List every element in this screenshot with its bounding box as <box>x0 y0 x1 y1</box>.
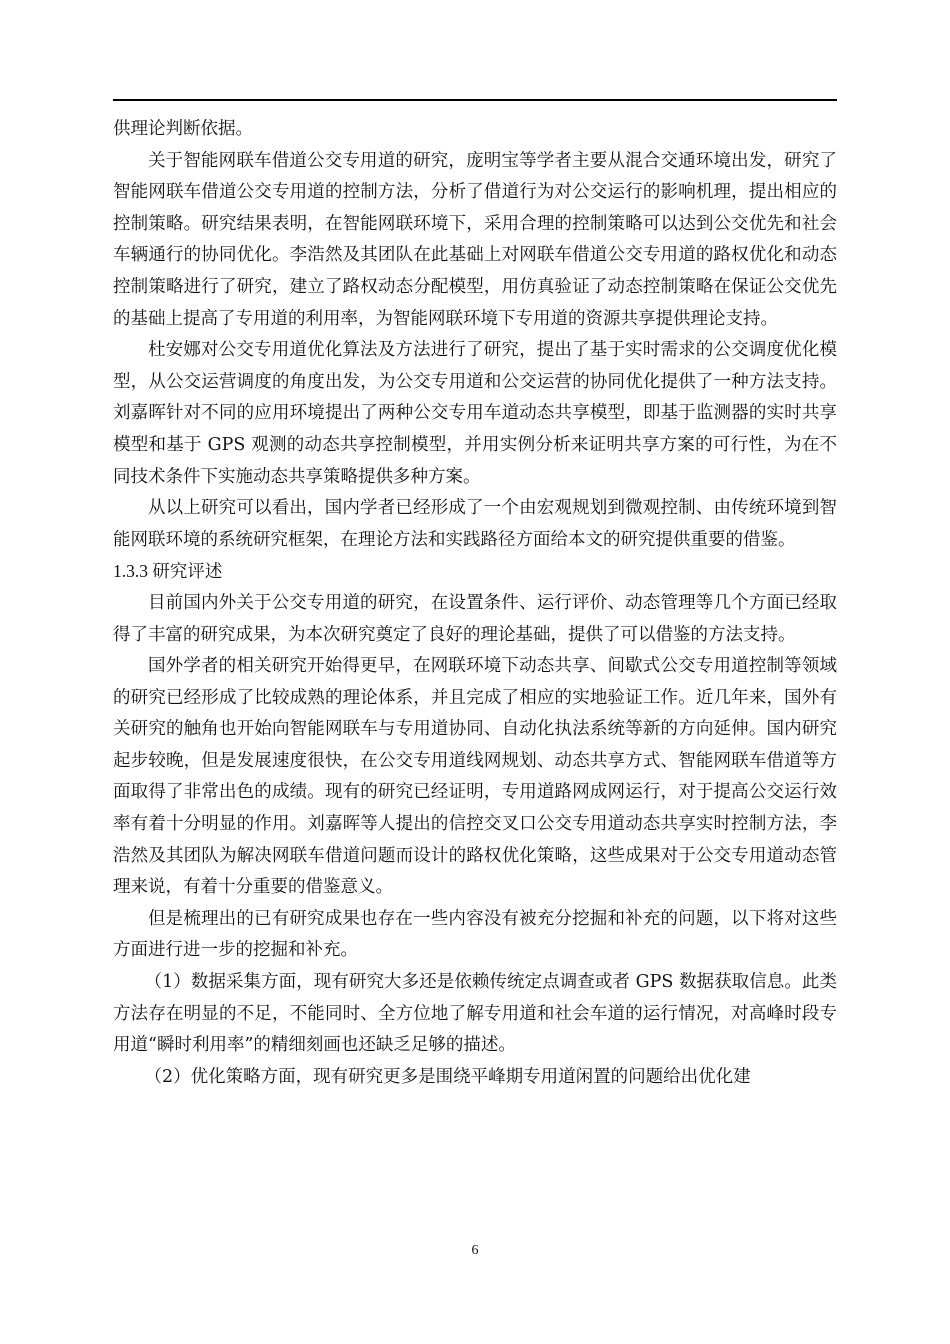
list-item-optimization: （2）优化策略方面，现有研究更多是围绕平峰期专用道闲置的问题给出优化建 <box>144 1066 751 1087</box>
list-item-data-collection: （1）数据采集方面，现有研究大多还是依赖传统定点调查或者 GPS 数据获取信息。此类方法存在明显的不足，不能同时、全方位地了解专用道和社会车道的运行情况，对高峰时段专用道“瞬时利用率”的精细刻画也还缺乏足够的描述。 <box>113 972 837 1056</box>
paragraph-pangmingbao: 关于智能网联车借道公交专用道的研究，庞明宝等学者主要从混合交通环境出发，研究了智能网联车借道公交专用道的控制方法，分析了借道行为对公交运行的影响机理，提出相应的控制策略。研究结果表明，在智能网联环境下，采用合理的控制策略可以达到公交优先和社会车辆通行的协同优化。李浩然及其团队在此基础上对网联车借道公交专用道的路权优化和动态控制策略进行了研究，建立了路权动态分配模型，用仿真验证了动态控制策略在保证公交优先的基础上提高了专用道的利用率，为智能网联环境下专用道的资源共享提供理论支持。 <box>113 150 837 329</box>
page-body <box>113 114 837 1093</box>
page-number: 6 <box>471 1243 479 1258</box>
paragraph-duanna: 杜安娜对公交专用道优化算法及方法进行了研究，提出了基于实时需求的公交调度优化模型，从公交运营调度的角度出发，为公交专用道和公交运营的协同优化提供了一种方法支持。刘嘉晖针对不同的应用环境提出了两种公交专用车道动态共享模型，即基于监测器的实时共享模型和基于 GPS 观测的动态共享控制模型，并用实例分析来证明共享方案的可行性，为在不同技术条件下实施动态共享策略提供多种方案。 <box>113 340 837 487</box>
paragraph-gaps: 但是梳理出的已有研究成果也存在一些内容没有被充分挖掘和补充的问题，以下将对这些方面进行进一步的挖掘和补充。 <box>113 908 837 961</box>
header-rule <box>113 99 837 101</box>
paragraph-foreign-research: 国外学者的相关研究开始得更早，在网联环境下动态共享、间歇式公交专用道控制等领域的研究已经形成了比较成熟的理论体系，并且完成了相应的实地验证工作。近几年来，国外有关研究的触角也开始向智能网联车与专用道协同、自动化执法系统等新的方向延伸。国内研究起步较晚，但是发展速度很快，在公交专用道线网规划、动态共享方式、智能网联车借道等方面取得了非常出色的成绩。现有的研究已经证明，专用道路网成网运行，对于提高公交运行效率有着十分明显的作用。刘嘉晖等人提出的信控交叉口公交专用道动态共享实时控制方法，李浩然及其团队为解决网联车借道问题而设计的路权优化策略，这些成果对于公交专用道动态管理来说，有着十分重要的借鉴意义。 <box>113 656 837 898</box>
paragraph-review-intro: 目前国内外关于公交专用道的研究，在设置条件、运行评价、动态管理等几个方面已经取得了丰富的研究成果，为本次研究奠定了良好的理论基础，提供了可以借鉴的方法支持。 <box>113 592 837 645</box>
section-heading-1-3-3: 1.3.3 研究评述 <box>113 561 223 582</box>
paragraph-continuation: 供理论判断依据。 <box>113 119 253 139</box>
paragraph-domestic-summary: 从以上研究可以看出，国内学者已经形成了一个由宏观规划到微观控制、由传统环境到智能网联环境的系统研究框架，在理论方法和实践路径方面给本文的研究提供重要的借鉴。 <box>113 498 837 550</box>
